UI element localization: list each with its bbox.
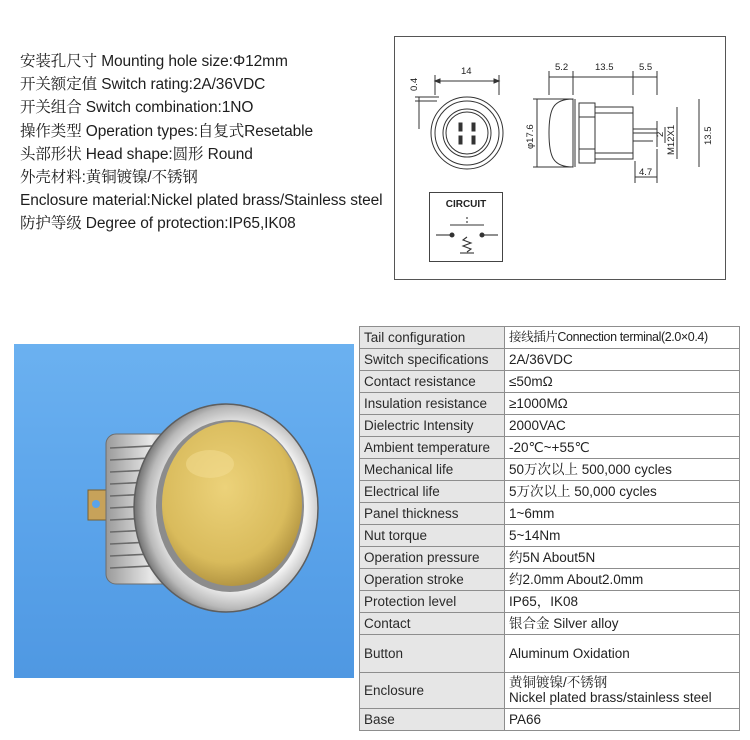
table-value: IP65，IK08 (505, 591, 740, 613)
table-key: Contact (360, 613, 505, 635)
table-key: Operation stroke (360, 569, 505, 591)
table-row (360, 613, 740, 635)
enclosure-value-en: Nickel plated brass/stainless steel (509, 689, 712, 705)
enclosure-value-cn: 黄铜镀镍/不锈钢 (509, 675, 608, 690)
table-value: 2A/36VDC (505, 349, 740, 371)
spec-line-mounting-hole: 安装孔尺寸 Mounting hole size:Φ12mm (20, 53, 288, 70)
table-value: ≤50mΩ (505, 371, 740, 393)
table-key: Dielectric Intensity (360, 415, 505, 437)
dim-side-b: 13.5 (595, 62, 614, 73)
table-key: Protection level (360, 591, 505, 613)
table-key: Operation pressure (360, 547, 505, 569)
table-key: Panel thickness (360, 503, 505, 525)
spec-list (20, 50, 390, 236)
table-key: Button (360, 635, 505, 673)
table-value: 约2.0mm About2.0mm (505, 569, 740, 591)
specification-table (359, 326, 740, 731)
table-value: ≥1000MΩ (505, 393, 740, 415)
dim-side-c: 5.5 (639, 62, 653, 73)
circuit-label: CIRCUIT (445, 199, 487, 210)
table-key: Nut torque (360, 525, 505, 547)
spec-line-operation-types: 操作类型 Operation types:自复式Resetable (20, 122, 314, 140)
front-view (415, 75, 503, 169)
table-value: 约5N About5N (505, 547, 740, 569)
table-row (360, 547, 740, 569)
table-row (360, 415, 740, 437)
table-value: 2000VAC (505, 415, 740, 437)
table-key: Electrical life (360, 481, 505, 503)
table-value: 50万次以上 500,000 cycles (505, 459, 740, 481)
table-row (360, 591, 740, 613)
table-value: PA66 (505, 709, 740, 731)
table-key: Switch specifications (360, 349, 505, 371)
table-value: 银合金 Silver alloy (505, 613, 740, 635)
table-value: 1~6mm (505, 503, 740, 525)
table-row (360, 349, 740, 371)
table-row-enclosure (360, 673, 740, 709)
spec-line-switch-rating: 开关额定值 Switch rating:2A/36VDC (20, 76, 266, 94)
table-key: Tail configuration (360, 327, 505, 349)
spec-line-switch-combination: 开关组合 Switch combination:1NO (20, 99, 254, 117)
table-row (360, 481, 740, 503)
dim-thread: M12X1 (666, 124, 677, 155)
table-value (505, 673, 740, 709)
dim-terminal-spacing: 2 (655, 131, 666, 137)
table-key: Base (360, 709, 505, 731)
table-key: Ambient temperature (360, 437, 505, 459)
table-row (360, 371, 740, 393)
table-row (360, 503, 740, 525)
spec-line-enclosure-material: Enclosure material:Nickel plated brass/Stainless steel (20, 192, 383, 210)
spec-line-enclosure-cn: 外壳材料:黄铜镀镍/不锈钢 (20, 169, 198, 187)
table-key: Contact resistance (360, 371, 505, 393)
dim-front-width: 14 (461, 66, 472, 77)
table-row (360, 569, 740, 591)
table-key: Enclosure (360, 673, 505, 709)
table-row (360, 437, 740, 459)
table-row (360, 393, 740, 415)
spec-line-protection: 防护等级 Degree of protection:IP65,IK08 (20, 215, 296, 233)
dim-front-gap: 0.4 (409, 77, 420, 91)
table-row (360, 459, 740, 481)
table-value: -20℃~+55℃ (505, 437, 740, 459)
dim-side-a: 5.2 (555, 62, 569, 73)
table-row-base (360, 709, 740, 731)
table-key: Mechanical life (360, 459, 505, 481)
table-row (360, 525, 740, 547)
table-value: 接线插片Connection terminal(2.0×0.4) (505, 327, 740, 349)
dim-diameter: φ17.6 (525, 124, 536, 149)
push-button-illustration (14, 344, 354, 678)
spec-line-head-shape: 头部形状 Head shape:圆形 Round (20, 145, 253, 163)
dim-terminal-length: 4.7 (639, 167, 653, 178)
circuit-symbol (430, 193, 504, 263)
table-row-button (360, 635, 740, 673)
dim-thread-height: 13.5 (703, 126, 714, 145)
table-key: Insulation resistance (360, 393, 505, 415)
table-value: Aluminum Oxidation (505, 635, 740, 673)
product-photo (14, 344, 354, 678)
table-row (360, 327, 740, 349)
circuit-diagram (429, 192, 503, 262)
table-value: 5万次以上 50,000 cycles (505, 481, 740, 503)
table-value: 5~14Nm (505, 525, 740, 547)
dimension-drawing (394, 36, 726, 280)
